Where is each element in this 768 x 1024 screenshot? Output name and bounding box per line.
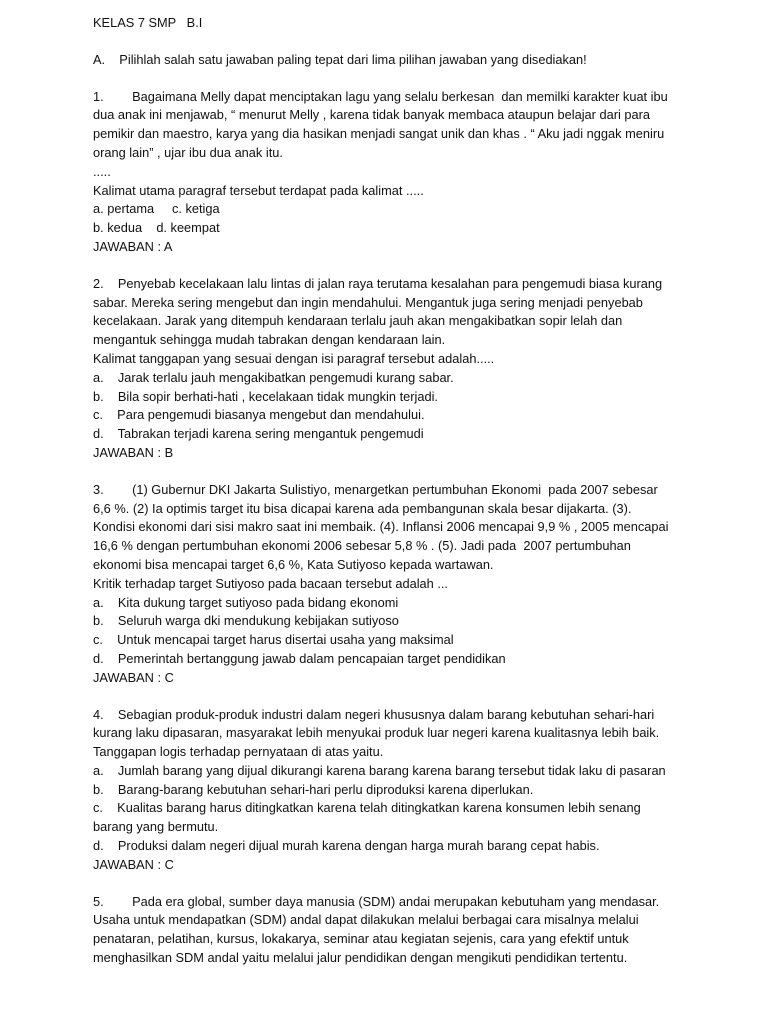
q1-line: orang lain” , ujar ibu dua anak itu. [93,144,283,160]
q1-line: 1. Bagaimana Melly dapat menciptakan lagu yang selalu berkesan dan memilki karakter kuat ibu [93,88,668,104]
q4-option-b: b. Barang-barang kebutuhan sehari-hari perlu diproduksi karena diperlukan. [93,781,534,797]
q5-line: 5. Pada era global, sumber daya manusia (SDM) andai merupakan kebutuham yang mendasar. [93,893,660,909]
q4-answer: JAWABAN : C [93,856,174,872]
q5-line: penataran, pelatihan, kursus, lokakarya, seminar atau kegiatan sejenis, cara yang efektif untuk [93,931,629,947]
q3-option-d: d. Pemerintah bertanggung jawab dalam pencapaian target pendidikan [93,650,506,666]
q4-option-c: c. Kualitas barang harus ditingkatkan karena telah ditingkatkan karena konsumen lebih senang [93,800,641,816]
q4-prompt: Tanggapan logis terhadap pernyataan di atas yaitu. [93,744,384,760]
q5-line: Usaha untuk mendapatkan (SDM) andal dapat dilakukan melalui berbagai cara misalnya melalui [93,912,639,928]
question-5 [93,893,728,968]
q1-options-ac: a. pertama c. ketiga [93,201,220,217]
q2-answer: JAWABAN : B [93,444,174,460]
q5-line: menghasilkan SDM andal yaitu melalui jalur pendidikan dengan mengikuti pendidikan tertentu. [93,950,628,966]
q4-option-d: d. Produksi dalam negeri dijual murah karena dengan harga murah barang cepat habis. [93,838,600,854]
class-header: KELAS 7 SMP B.I [93,15,203,30]
q3-option-a: a. Kita dukung target sutiyoso pada bidang ekonomi [93,594,399,610]
q2-line: kecelakaan. Jarak yang ditempuh kendaraan terlalu jauh akan mengakibatkan sopir lelah dan [93,313,623,329]
q4-line: kurang laku dipasaran, masyarakat lebih menyukai produk luar negeri karena kualitasnya lebih baik. [93,725,660,741]
q2-option-d: d. Tabrakan terjadi karena sering mengantuk pengemudi [93,426,424,442]
q2-option-c: c. Para pengemudi biasanya mengebut dan mendahului. [93,407,425,423]
q4-option-c-cont: barang yang bermutu. [93,819,219,835]
q3-option-c: c. Untuk mencapai target harus disertai usaha yang maksimal [93,632,454,648]
q2-option-b: b. Bila sopir berhati-hati , kecelakaan tidak mungkin terjadi. [93,388,438,404]
q3-line: Kondisi ekonomi dari sisi makro saat ini membaik. (4). Inflansi 2006 mencapai 9,9 % , 2005 mencapai [93,519,669,535]
q3-prompt: Kritik terhadap target Sutiyoso pada bacaan tersebut adalah ... [93,575,448,591]
q3-line: 16,6 % dengan pertumbuhan ekonomi 2006 sebesar 5,8 % . (5). Jadi pada 2007 pertumbuhan [93,538,631,554]
q1-answer: JAWABAN : A [93,238,173,254]
question-3 [93,481,728,688]
q1-prompt: Kalimat utama paragraf tersebut terdapat pada kalimat ..... [93,182,424,198]
q3-answer: JAWABAN : C [93,669,174,685]
q4-line: 4. Sebagian produk-produk industri dalam negeri khususnya dalam barang kebutuhan sehari-hari [93,706,655,722]
q1-line: ..... [93,163,111,179]
q1-line: dua anak ini menjawab, “ menurut Melly , karena tidak banyak membaca ataupun belajar dari para [93,107,650,123]
q2-option-a: a. Jarak terlalu jauh mengakibatkan pengemudi kurang sabar. [93,369,454,385]
q3-line: 6,6 %. (2) Ia optimis target itu bisa dicapai karena ada pembangunan skala besar dijakarta. (3). [93,500,632,516]
q1-options-bd: b. kedua d. keempat [93,220,220,236]
q3-option-b: b. Seluruh warga dki mendukung kebijakan sutiyoso [93,613,399,629]
q3-line: 3. (1) Gubernur DKI Jakarta Sulistiyo, menargetkan pertumbuhan Ekonomi pada 2007 sebesar [93,481,658,497]
q2-line: mengantuk sehingga mudah tabrakan dengan kendaraan lain. [93,332,446,348]
q2-prompt: Kalimat tanggapan yang sesuai dengan isi paragraf tersebut adalah..... [93,350,495,366]
q1-line: pemikir dan maestro, karya yang dia hasikan menjadi sangat unik dan khas . “ Aku jadi nggak meniru [93,126,665,142]
q2-line: 2. Penyebab kecelakaan lalu lintas di jalan raya terutama kesalahan para pengemudi biasa kurang [93,275,663,291]
question-1 [93,88,728,257]
question-2 [93,275,728,463]
q4-option-a: a. Jumlah barang yang dijual dikurangi karena barang karena barang tersebut tidak laku di pasaran [93,762,666,778]
instruction: A. Pilihlah salah satu jawaban paling tepat dari lima pilihan jawaban yang disediakan! [93,51,587,67]
q2-line: sabar. Mereka sering mengebut dan ingin mendahului. Mengantuk juga sering menjadi penyebab [93,294,643,310]
q3-line: ekonomi bisa mencapai target 6,6 %, Kata Sutiyoso kepada wartawan. [93,556,494,572]
question-4 [93,706,728,875]
